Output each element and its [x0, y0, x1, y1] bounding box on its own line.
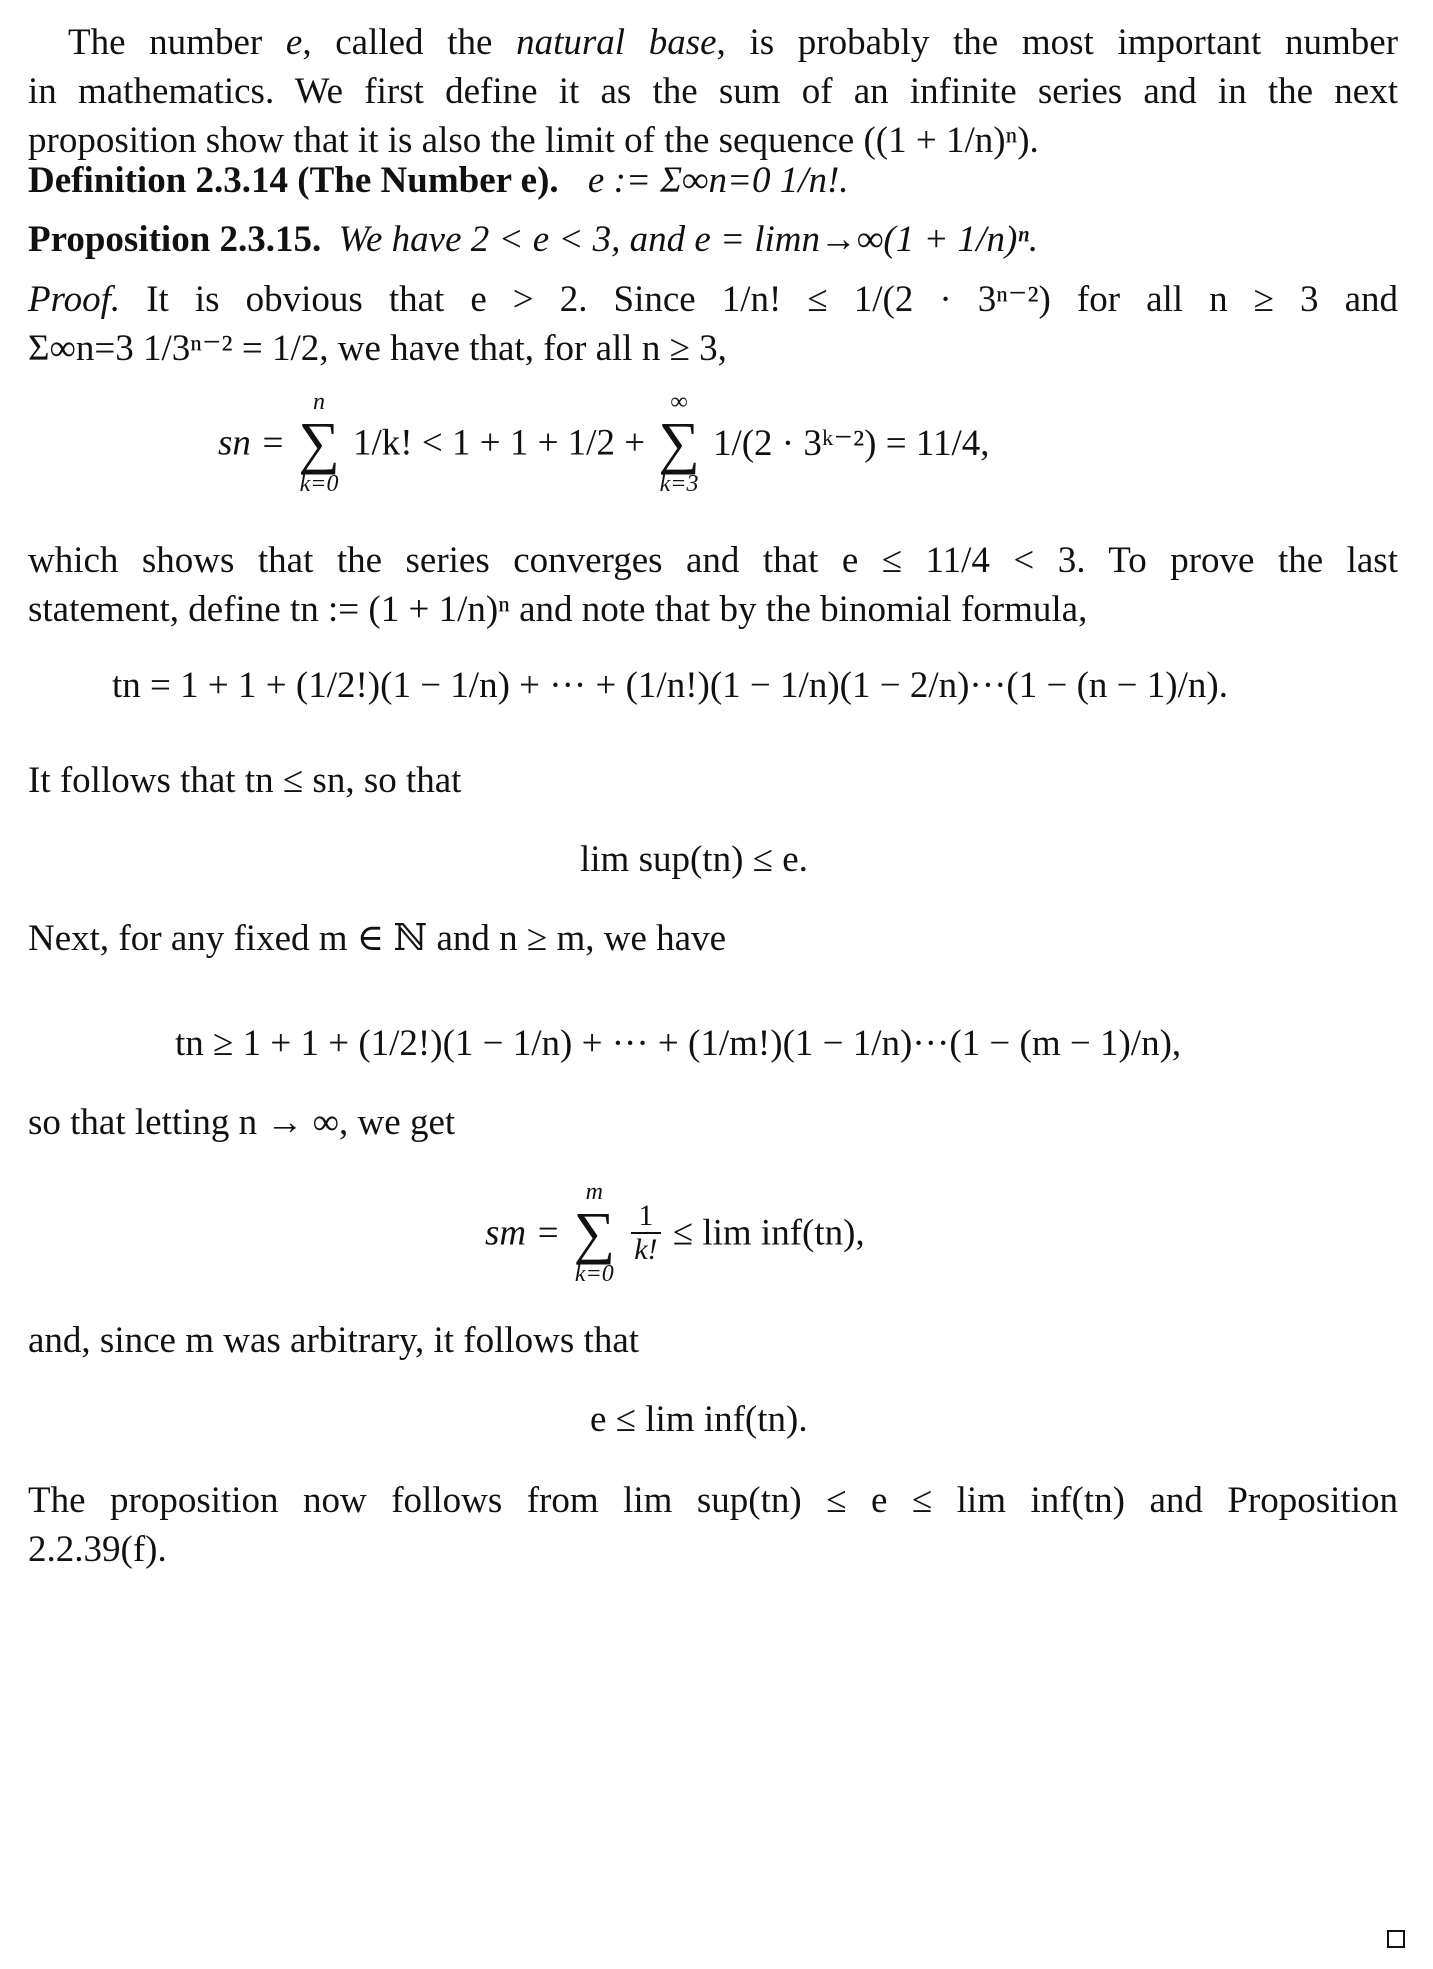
qed-box-icon	[1387, 1930, 1405, 1948]
proposition-label: Proposition 2.3.15.	[28, 219, 322, 260]
sum-symbol-3: m ∑ k=0	[573, 1179, 615, 1287]
conclusion-paragraph	[28, 1476, 1398, 1574]
equation-liminf: e ≤ lim inf(tn).	[590, 1399, 808, 1440]
paragraph-letting-n: so that letting n → ∞, we get	[28, 1102, 456, 1143]
sn-term-1: 1/k! < 1 + 1 + 1/2 +	[352, 422, 646, 464]
proposition	[28, 215, 1398, 264]
conclusion-line-1: The proposition now follows from lim sup(tn) ≤ e ≤ lim inf(tn) and Proposition	[28, 1480, 1398, 1521]
proof-label: Proof.	[28, 279, 121, 320]
intro-line-3: proposition show that it is also the limit of the sequence ((1 + 1/n)ⁿ).	[28, 120, 1039, 161]
intro-line-2: in mathematics. We first define it as the sum of an infinite series and in the next	[28, 71, 1398, 112]
definition	[28, 156, 1398, 205]
equation-limsup: lim sup(tn) ≤ e.	[580, 839, 808, 880]
conclusion-line-2: 2.2.39(f).	[28, 1529, 167, 1570]
intro-paragraph	[28, 18, 1398, 165]
sm-lhs: sm =	[485, 1212, 561, 1254]
sm-rhs: ≤ lim inf(tn),	[672, 1212, 865, 1254]
equation-tn-binomial: tn = 1 + 1 + (1/2!)(1 − 1/n) + ··· + (1/n!)(1 − 1/n)(1 − 2/n)···(1 − (n − 1)/n).	[112, 665, 1228, 706]
paragraph-m-arbitrary: and, since m was arbitrary, it follows that	[28, 1320, 640, 1361]
paragraph-tn-le-sn: It follows that tn ≤ sn, so that	[28, 760, 462, 801]
para2-line-1: which shows that the series converges and that e ≤ 11/4 < 3. To prove the last	[28, 540, 1398, 581]
paragraph-define-tn	[28, 536, 1398, 634]
para2-line-2: statement, define tn := (1 + 1/n)ⁿ and note that by the binomial formula,	[28, 589, 1088, 630]
proposition-statement: We have 2 < e < 3, and e = limn→∞(1 + 1/n)ⁿ.	[338, 219, 1039, 260]
proof-line-1: Proof. It is obvious that e > 2. Since 1/n! ≤ 1/(2 · 3ⁿ⁻²) for all n ≥ 3 and	[28, 279, 1398, 320]
fraction-1-over-kfact: $\frac{1}{k!}$	[631, 1200, 660, 1266]
equation-tn-lower-bound: tn ≥ 1 + 1 + (1/2!)(1 − 1/n) + ··· + (1/m!)(1 − 1/n)···(1 − (m − 1)/n),	[175, 1023, 1182, 1064]
proof-line-2: Σ∞n=3 1/3ⁿ⁻² = 1/2, we have that, for all n ≥ 3,	[28, 328, 727, 369]
proof-opening	[28, 275, 1398, 373]
equation-sm	[485, 1180, 865, 1286]
sum-symbol-1: n ∑ k=0	[298, 389, 340, 497]
definition-label: Definition 2.3.14 (The Number e).	[28, 160, 559, 201]
paragraph-fixed-m: Next, for any fixed m ∈ ℕ and n ≥ m, we have	[28, 918, 726, 959]
equation-sn	[218, 390, 990, 496]
definition-formula: e := Σ∞n=0 1/n!.	[587, 160, 849, 201]
sn-term-2: 1/(2 · 3ᵏ⁻²) = 11/4,	[712, 423, 990, 464]
sn-lhs: sn =	[218, 422, 286, 464]
sum-symbol-2: ∞ ∑ k=3	[658, 389, 700, 497]
intro-line-1: The number e, called the natural base, is probably the most important number	[68, 22, 1399, 63]
